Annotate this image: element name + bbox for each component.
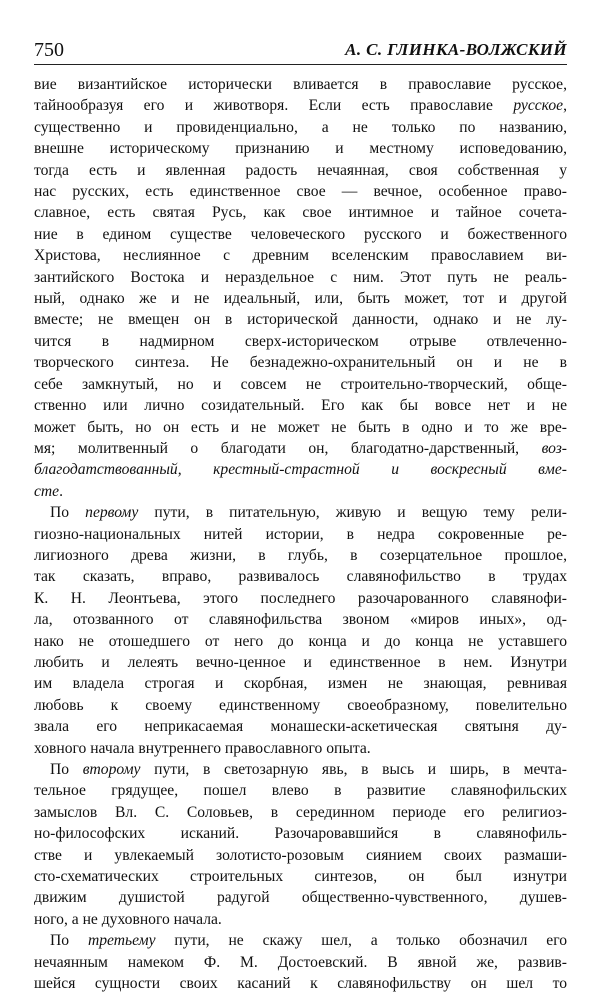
- text-line: [34, 138, 567, 159]
- text-line: [34, 74, 567, 95]
- text-run: нако не отошедшего от него до конца и до конца не уставшего: [34, 632, 567, 650]
- text-run: мя; молитвенный о благодати он, благодатно-дарственный,: [34, 439, 542, 457]
- text-run: гиозно-национальных нитей истории, в недра сокровенные ре-: [34, 525, 567, 543]
- text-line: [34, 759, 567, 780]
- text-line: [34, 780, 567, 801]
- text-run: существенно и провиденциально, а не только по названию,: [34, 118, 567, 136]
- text-run: По: [50, 761, 83, 778]
- text-run: вместе; не вмещен он в исторической данности, однако и не лу-: [34, 311, 567, 329]
- text-run: любить и лелеять вечно-ценное и единственное в нем. Изнутри: [34, 653, 567, 671]
- text-run: По: [50, 504, 86, 522]
- text-line: [34, 352, 567, 373]
- paragraph: [34, 759, 567, 930]
- italic-text: воз-: [541, 439, 567, 457]
- text-run: К. Н. Леонтьева, этого последнего разочарованного славянофи-: [34, 589, 567, 607]
- text-line: [34, 95, 567, 116]
- text-line: [34, 374, 567, 395]
- paragraph: [34, 502, 567, 759]
- text-run: так сказать, вправо, развивалось славянофильство в трудах: [34, 568, 567, 586]
- text-line: [34, 331, 567, 352]
- text-run: ние в едином существе человеческого русского и божественного: [34, 225, 567, 243]
- text-line: [34, 502, 567, 523]
- text-run: ховного начала внутреннего православного опыта.: [34, 739, 371, 757]
- text-line: [34, 267, 567, 288]
- text-line: [34, 309, 567, 330]
- paragraph: [34, 74, 567, 502]
- text-line: [34, 588, 567, 609]
- page-number: 750: [34, 39, 64, 61]
- text-line: [34, 202, 567, 223]
- text-run: им владела строгая и скорбная, измен не знающая, ревнивая: [34, 675, 567, 693]
- text-line: [34, 160, 567, 181]
- text-line: [34, 952, 567, 973]
- text-run: стве и увлекаемый золотисто-розовым сиянием своих размаши-: [34, 846, 567, 864]
- text-line: [34, 481, 567, 502]
- text-line: [34, 652, 567, 673]
- text-line: [34, 866, 567, 887]
- text-line: [34, 288, 567, 309]
- text-line: [34, 545, 567, 566]
- italic-text: благодатствованный, крестный-страстной и воскресный вме-: [34, 461, 567, 479]
- text-line: [34, 909, 567, 930]
- text-line: [34, 417, 567, 438]
- text-run: тельное грядущее, пошел влево в развитие славянофильских: [34, 782, 567, 800]
- text-line: [34, 395, 567, 416]
- text-line: [34, 845, 567, 866]
- text-run: ного, а не духовного начала.: [34, 910, 222, 928]
- text-run: может быть, но он есть и не может не быть в одно и то же вре-: [34, 418, 567, 436]
- text-line: [34, 438, 567, 459]
- text-run: замыслов Вл. С. Соловьев, в серединном периоде его религиоз-: [34, 803, 567, 821]
- text-line: [34, 716, 567, 737]
- text-line: [34, 887, 567, 908]
- text-run: лигиозного древа жизни, в глубь, в созерцательное прошлое,: [34, 546, 567, 564]
- text-line: [34, 609, 567, 630]
- text-line: [34, 459, 567, 480]
- text-run: сто-схематических строительных синтезов, он был изнутри: [34, 868, 567, 886]
- text-line: [34, 695, 567, 716]
- text-run: вие византийское исторически вливается в православие русское,: [34, 76, 567, 93]
- text-line: [34, 566, 567, 587]
- italic-text: второму: [82, 761, 141, 778]
- text-run: нечаянным намеком Ф. М. Достоевский. В явной же, развив-: [34, 953, 567, 971]
- text-line: [34, 631, 567, 652]
- text-line: [34, 181, 567, 202]
- text-line: [34, 245, 567, 266]
- text-line: [34, 224, 567, 245]
- italic-text: третьему: [87, 932, 156, 950]
- text-run: славное, есть святая Русь, как свое интимное и тайное сочета-: [34, 204, 567, 222]
- italic-text: первому: [85, 504, 139, 522]
- italic-text: сте: [34, 482, 60, 500]
- text-run: По: [50, 932, 88, 950]
- text-line: [34, 802, 567, 823]
- text-run: зантийского Востока и нераздельное с ним. Этот путь не реаль-: [34, 268, 567, 286]
- text-run: тайнообразуя его и животворя. Если есть православие: [34, 97, 514, 115]
- body-text: [34, 74, 567, 994]
- text-run: движим душистой радугой общественно-чувственного, душев-: [34, 889, 567, 907]
- text-line: [34, 524, 567, 545]
- text-run: любовь к своему единственному своеобразному, повелительно: [34, 696, 567, 714]
- text-run: пути, в светозарную явь, в высь и ширь, в мечта-: [140, 761, 567, 778]
- page-header: [34, 34, 567, 60]
- text-run: себе замкнутый, но и совсем не строительно-творческий, обще-: [34, 375, 567, 393]
- text-line: [34, 673, 567, 694]
- text-run: шейся сущности своих касаний к славянофильству он шел то: [34, 975, 567, 993]
- italic-text: русское: [513, 97, 564, 115]
- text-run: но-философских исканий. Разочаровавшийся в славянофиль-: [34, 825, 567, 843]
- text-run: ла, отозванного от славянофильства звоном «миров иных», од-: [34, 611, 567, 629]
- text-run: звала его неприкасаемая монашески-аскетическая святыня ду-: [34, 718, 567, 736]
- text-run: .: [59, 482, 64, 500]
- text-run: нас русских, есть единственное свое — вечное, особенное право-: [34, 183, 567, 201]
- text-run: чится в надмирном сверх-историческом отрыве отвлеченно-: [34, 332, 567, 350]
- text-line: [34, 930, 567, 951]
- header-rule: [34, 64, 567, 65]
- text-line: [34, 823, 567, 844]
- text-run: тогда есть и явленная радость нечаянная, своя собственная у: [34, 161, 567, 179]
- text-run: ,: [563, 97, 567, 115]
- text-line: [34, 973, 567, 994]
- paragraph: [34, 930, 567, 994]
- text-run: внешне историческому признанию и местному исповедованию,: [34, 140, 567, 158]
- text-line: [34, 738, 567, 759]
- text-run: Христова, неслиянное с древним вселенским православием ви-: [34, 247, 567, 265]
- text-line: [34, 117, 567, 138]
- text-run: ный, однако же и не идеальный, или, быть может, тот и другой: [34, 290, 567, 308]
- text-run: ственно или лично созидательный. Его как бы вовсе нет и не: [34, 397, 567, 415]
- text-run: творческого синтеза. Не безнадежно-охранительный он и не в: [34, 354, 567, 372]
- text-run: пути, в питательную, живую и вещую тему рели-: [138, 504, 567, 522]
- text-run: пути, не скажу шел, а только обозначил его: [155, 932, 567, 950]
- running-head: А. С. ГЛИНКА-ВОЛЖСКИЙ: [345, 40, 567, 59]
